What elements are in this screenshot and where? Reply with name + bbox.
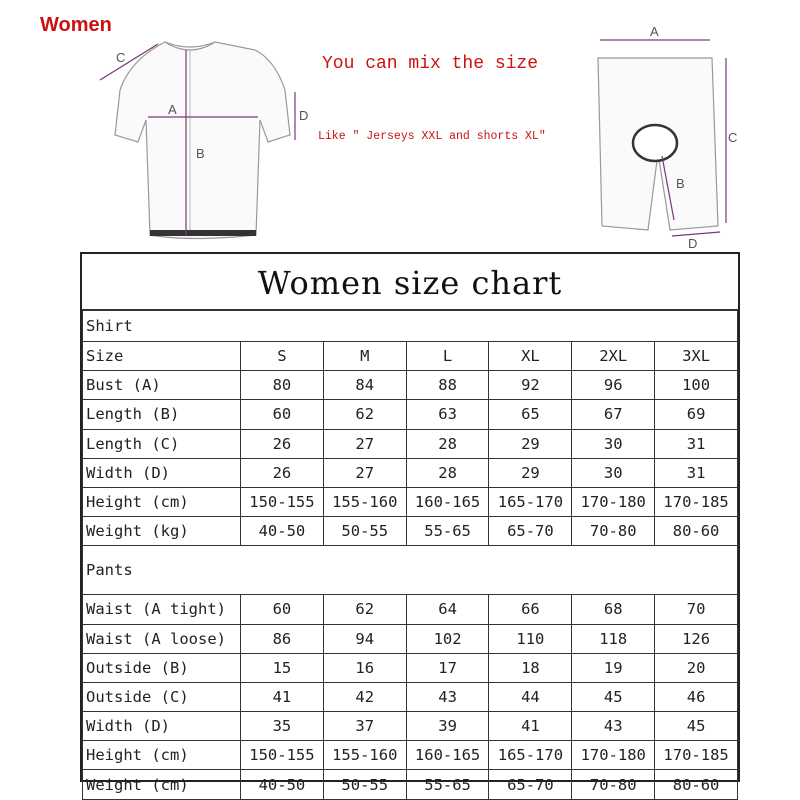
row-label: Waist (A loose): [83, 624, 241, 653]
table-cell: 39: [406, 712, 489, 741]
table-row: [83, 429, 738, 458]
table-cell: 29: [489, 429, 572, 458]
table-cell: 66: [489, 595, 572, 624]
row-label: Height (cm): [83, 487, 241, 516]
table-cell: 110: [489, 624, 572, 653]
table-row: [83, 653, 738, 682]
table-cell: 70-80: [572, 517, 655, 546]
table-cell: 65-70: [489, 517, 572, 546]
table-cell: 35: [241, 712, 324, 741]
shorts-label-b: B: [676, 176, 685, 191]
table-cell: 170-185: [655, 487, 738, 516]
table-cell: 65-70: [489, 770, 572, 799]
shorts-label-c: C: [728, 130, 738, 145]
row-label: Length (C): [83, 429, 241, 458]
table-cell: 68: [572, 595, 655, 624]
table-cell: 165-170: [489, 741, 572, 770]
table-cell: 46: [655, 682, 738, 711]
table-cell: 160-165: [406, 741, 489, 770]
table-cell: 3XL: [655, 342, 738, 371]
table-cell: 80: [241, 371, 324, 400]
row-label: Length (B): [83, 400, 241, 429]
row-label: Weight (kg): [83, 517, 241, 546]
row-label: Width (D): [83, 458, 241, 487]
jersey-label-b: B: [196, 146, 205, 161]
table-cell: 18: [489, 653, 572, 682]
section-heading: Pants: [83, 546, 738, 595]
section-row: [83, 546, 738, 595]
table-cell: 62: [323, 595, 406, 624]
table-cell: 55-65: [406, 517, 489, 546]
row-label: Width (D): [83, 712, 241, 741]
mix-size-example: Like " Jerseys XXL and shorts XL": [318, 130, 546, 143]
jersey-label-d: D: [299, 108, 309, 123]
jersey-label-a: A: [168, 102, 177, 117]
row-label: Outside (C): [83, 682, 241, 711]
table-row: [83, 741, 738, 770]
table-cell: 27: [323, 429, 406, 458]
table-cell: 28: [406, 429, 489, 458]
table-row: [83, 400, 738, 429]
table-cell: S: [241, 342, 324, 371]
table-cell: 155-160: [323, 741, 406, 770]
table-cell: 28: [406, 458, 489, 487]
section-heading: Shirt: [83, 311, 738, 342]
table-cell: 69: [655, 400, 738, 429]
table-cell: 40-50: [241, 517, 324, 546]
chart-title: Women size chart: [82, 254, 738, 310]
section-row: [83, 311, 738, 342]
table-cell: 43: [572, 712, 655, 741]
table-row: [83, 595, 738, 624]
table-cell: 86: [241, 624, 324, 653]
table-row: [83, 487, 738, 516]
table-row: [83, 682, 738, 711]
row-label: Height (cm): [83, 741, 241, 770]
table-cell: 30: [572, 429, 655, 458]
mix-size-title: You can mix the size: [322, 54, 539, 74]
table-cell: 2XL: [572, 342, 655, 371]
table-cell: 50-55: [323, 770, 406, 799]
table-cell: 17: [406, 653, 489, 682]
table-cell: 67: [572, 400, 655, 429]
table-cell: 26: [241, 458, 324, 487]
table-cell: 45: [572, 682, 655, 711]
jersey-diagram: [70, 30, 320, 252]
table-cell: 29: [489, 458, 572, 487]
table-row: [83, 624, 738, 653]
table-row: [83, 342, 738, 371]
row-label: Bust (A): [83, 371, 241, 400]
table-cell: 20: [655, 653, 738, 682]
table-cell: 70: [655, 595, 738, 624]
table-cell: 50-55: [323, 517, 406, 546]
table-row: [83, 770, 738, 799]
table-cell: 155-160: [323, 487, 406, 516]
table-cell: 41: [241, 682, 324, 711]
table-cell: 70-80: [572, 770, 655, 799]
table-cell: 64: [406, 595, 489, 624]
table-cell: 102: [406, 624, 489, 653]
table-cell: 96: [572, 371, 655, 400]
table-cell: 150-155: [241, 487, 324, 516]
table-cell: 16: [323, 653, 406, 682]
table-cell: 63: [406, 400, 489, 429]
women-label: Women: [40, 14, 112, 36]
size-table-body: [83, 311, 738, 800]
size-table: [82, 310, 738, 800]
table-cell: 92: [489, 371, 572, 400]
row-label: Size: [83, 342, 241, 371]
table-row: [83, 712, 738, 741]
table-cell: 45: [655, 712, 738, 741]
table-cell: 80-60: [655, 770, 738, 799]
table-cell: 118: [572, 624, 655, 653]
table-cell: 170-185: [655, 741, 738, 770]
table-cell: 170-180: [572, 741, 655, 770]
table-cell: 165-170: [489, 487, 572, 516]
row-label: Weight (cm): [83, 770, 241, 799]
row-label: Outside (B): [83, 653, 241, 682]
table-cell: 65: [489, 400, 572, 429]
table-row: [83, 371, 738, 400]
shorts-diagram: [570, 18, 748, 250]
table-cell: 62: [323, 400, 406, 429]
table-cell: 55-65: [406, 770, 489, 799]
table-cell: 94: [323, 624, 406, 653]
table-cell: 30: [572, 458, 655, 487]
table-cell: 41: [489, 712, 572, 741]
table-cell: 31: [655, 458, 738, 487]
row-label: Waist (A tight): [83, 595, 241, 624]
shorts-label-d: D: [688, 236, 698, 250]
size-chart: [80, 252, 740, 794]
table-cell: 150-155: [241, 741, 324, 770]
table-cell: 60: [241, 400, 324, 429]
table-cell: 43: [406, 682, 489, 711]
table-cell: 170-180: [572, 487, 655, 516]
table-cell: 26: [241, 429, 324, 458]
table-cell: 80-60: [655, 517, 738, 546]
table-cell: XL: [489, 342, 572, 371]
table-cell: 37: [323, 712, 406, 741]
table-cell: 126: [655, 624, 738, 653]
table-cell: 42: [323, 682, 406, 711]
table-cell: 15: [241, 653, 324, 682]
table-cell: 40-50: [241, 770, 324, 799]
table-cell: 44: [489, 682, 572, 711]
shorts-label-a: A: [650, 24, 659, 39]
table-cell: M: [323, 342, 406, 371]
table-row: [83, 458, 738, 487]
table-cell: L: [406, 342, 489, 371]
table-cell: 60: [241, 595, 324, 624]
table-cell: 19: [572, 653, 655, 682]
table-cell: 27: [323, 458, 406, 487]
table-cell: 31: [655, 429, 738, 458]
jersey-label-c: C: [116, 50, 126, 65]
table-cell: 100: [655, 371, 738, 400]
table-cell: 84: [323, 371, 406, 400]
table-row: [83, 517, 738, 546]
table-cell: 160-165: [406, 487, 489, 516]
table-cell: 88: [406, 371, 489, 400]
